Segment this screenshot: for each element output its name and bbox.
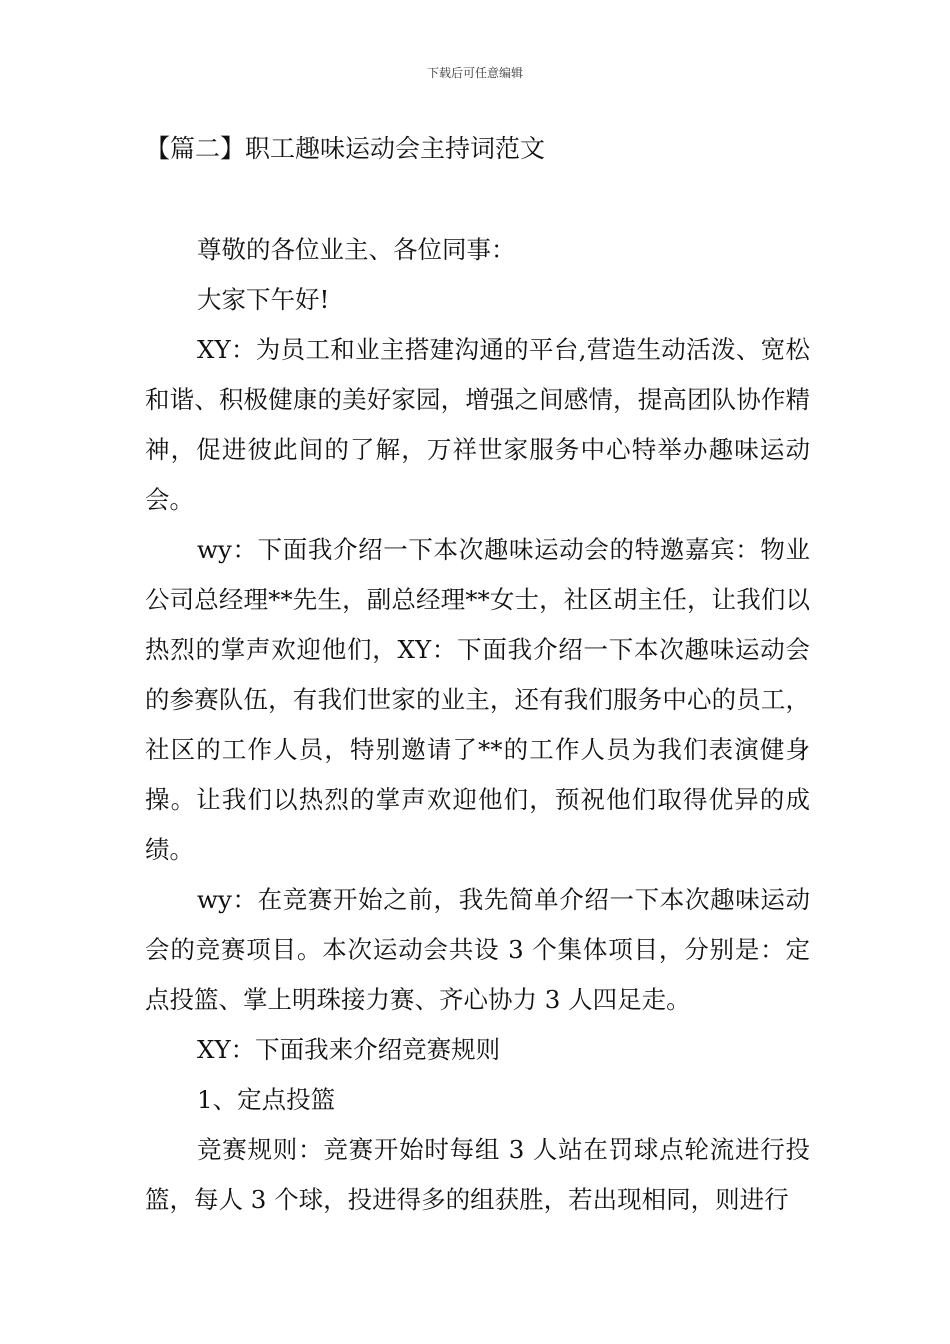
paragraph-wy-events: wy：在竞赛开始之前，我先简单介绍一下本次趣味运动会的竞赛项目。本次运动会共设 3 个集体项目，分别是：定点投篮、掌上明珠接力赛、齐心协力 3 人四足走。 [145, 885, 810, 1014]
paragraph-item-heading: 1、定点投篮 [197, 1085, 336, 1114]
page-header-note: 下载后可任意编辑 [426, 66, 523, 80]
document-title: 【篇二】职工趣味运动会主持词范文 [145, 134, 546, 163]
paragraph-xy-rules-intro: XY：下面我来介绍竞赛规则 [197, 1035, 501, 1064]
paragraph-greeting: 大家下午好! [197, 285, 330, 314]
paragraph-xy-intro: XY：为员工和业主搭建沟通的平台,营造生动活泼、宽松和谐、积极健康的美好家园，增强之间感情，提高团队协作精神，促进彼此间的了解，万祥世家服务中心特举办趣味运动会。 [145, 335, 810, 514]
document-body [145, 225, 810, 1225]
paragraph-wy-guests: wy：下面我介绍一下本次趣味运动会的特邀嘉宾：物业公司总经理**先生，副总经理**女士，社区胡主任，让我们以热烈的掌声欢迎他们，XY：下面我介绍一下本次趣味运动会的参赛队伍，有我们世家的业主，还有我们服务中心的员工，社区的工作人员，特别邀请了**的工作人员为我们表演健身操。让我们以热烈的掌声欢迎他们，预祝他们取得优异的成绩。 [145, 535, 810, 864]
paragraph-rules: 竞赛规则：竞赛开始时每组 3 人站在罚球点轮流进行投篮，每人 3 个球，投进得多的组获胜，若出现相同，则进行 [145, 1135, 810, 1214]
paragraph-salutation: 尊敬的各位业主、各位同事： [197, 235, 516, 264]
